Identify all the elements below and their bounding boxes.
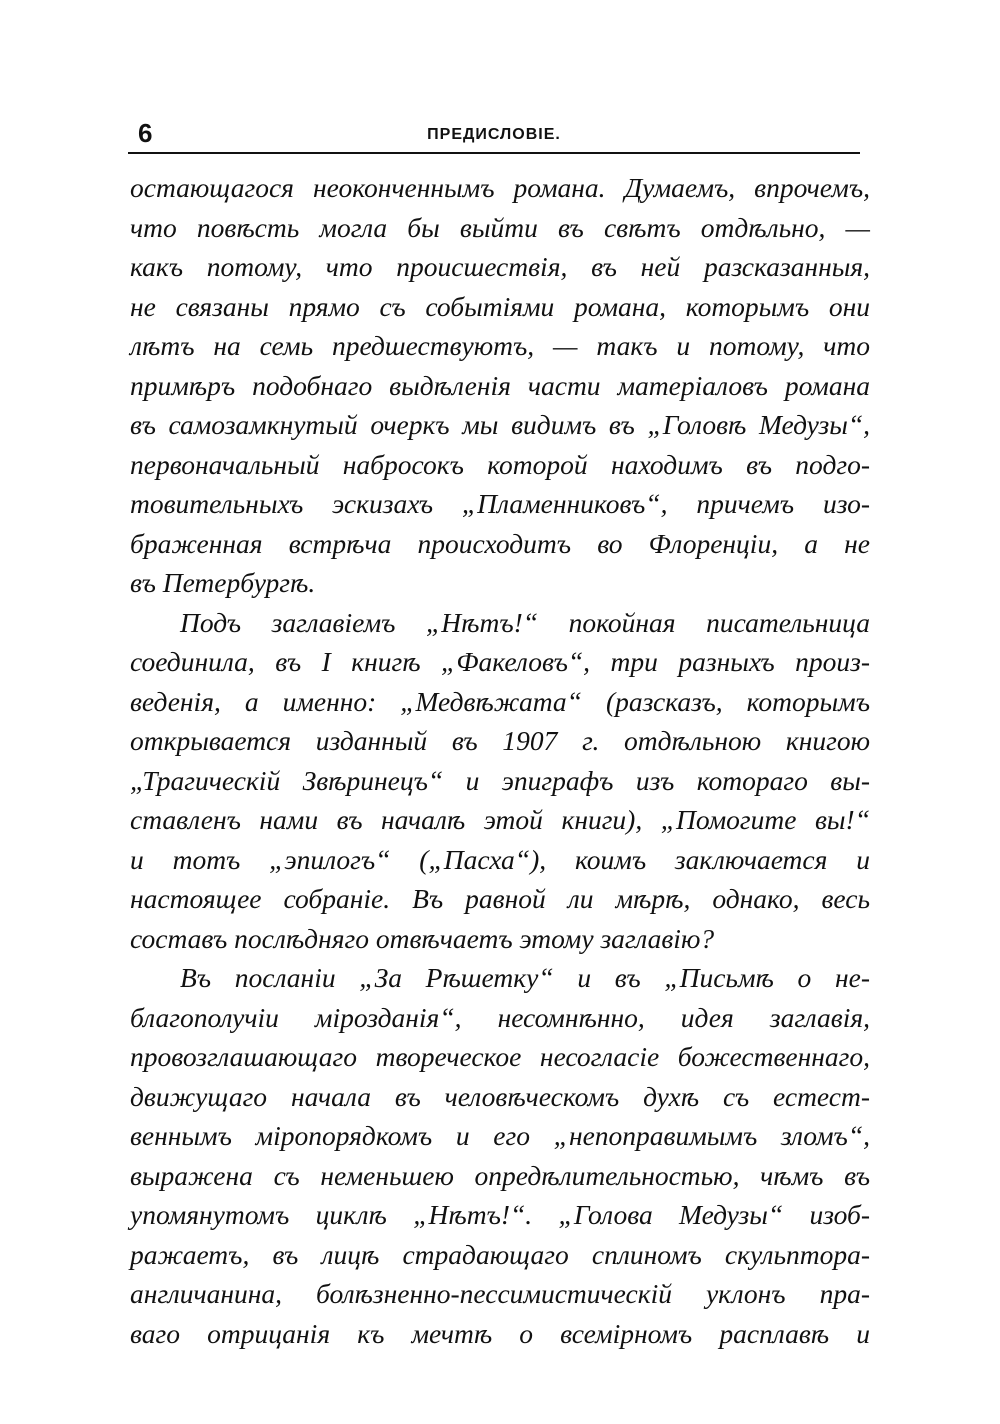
text-line: благополучіи мірозданія“, несомнѣнно, идея заглавія,	[130, 1001, 870, 1033]
text-line: первоначальный набросокъ которой находимъ въ подго-	[130, 448, 870, 480]
text-line: Подъ заглавіемъ „Нѣтъ!“ покойная писательница	[180, 606, 870, 638]
text-line: движущаго начала въ человѣческомъ духѣ съ естест-	[130, 1080, 870, 1112]
text-line: открывается изданный въ 1907 г. отдѣльною книгою	[130, 725, 870, 756]
text-line: браженная встрѣча происходитъ во Флоренціи, а не	[130, 527, 870, 559]
text-line: какъ потому, что происшествія, въ ней разсказанныя,	[130, 251, 870, 282]
text-line: веннымъ міропорядкомъ и его „непоправимымъ зломъ“,	[130, 1120, 870, 1151]
text-line: не связаны прямо съ событіями романа, которымъ они	[130, 290, 870, 322]
text-line: ваго отрицанія къ мечтѣ о всемірномъ расплавѣ и	[130, 1317, 870, 1349]
text-line: настоящее собраніе. Въ равной ли мѣрѣ, однако, весь	[130, 883, 870, 914]
running-head: ПРЕДИСЛОВІЕ.	[427, 126, 561, 143]
text-line: лѣтъ на семь предшествуютъ, — такъ и потому, что	[130, 330, 870, 361]
paragraph-3	[130, 958, 870, 1353]
page-number: 6	[138, 118, 153, 148]
body-text	[130, 168, 870, 1353]
text-line: „Трагическій Звѣринецъ“ и эпиграфъ изъ котораго вы-	[130, 764, 870, 796]
text-line: что повѣсть могла бы выйти въ свѣтъ отдѣльно, —	[130, 211, 870, 243]
paragraph-2	[130, 603, 870, 959]
text-line: веденія, а именно: „Медвѣжата“ (разсказъ, которымъ	[130, 685, 870, 717]
text-line: ставленъ нами въ началѣ этой книги), „Помогите вы!“	[130, 804, 870, 835]
text-line: упомянутомъ циклѣ „Нѣтъ!“. „Голова Медузы“ изоб-	[130, 1199, 870, 1230]
text-line: остающагося неоконченнымъ романа. Думаемъ, впрочемъ,	[130, 172, 870, 203]
page-header	[128, 116, 860, 154]
text-line: составъ послѣдняго отвѣчаетъ этому заглавію?	[130, 922, 715, 954]
text-line: выражена съ неменьшею опредѣлительностью, чѣмъ въ	[130, 1159, 870, 1191]
paragraph-1	[130, 168, 870, 603]
text-line: англичанина, болѣзненно-пессимистическій уклонъ пра-	[130, 1278, 870, 1309]
text-line: провозглашающаго твореческое несогласіе божественнаго,	[130, 1041, 870, 1072]
text-line: Въ посланіи „За Рѣшетку“ и въ „Письмѣ о не-	[180, 962, 870, 993]
text-line: въ самозамкнутый очеркъ мы видимъ въ „Головѣ Медузы“,	[130, 409, 870, 440]
text-line: ражаетъ, въ лицѣ страдающаго сплиномъ скульптора-	[130, 1238, 870, 1270]
text-line: примѣръ подобнаго выдѣленія части матеріаловъ романа	[130, 369, 870, 401]
text-line: въ Петербургѣ.	[130, 567, 316, 598]
text-line: товительныхъ эскизахъ „Пламенниковъ“, причемъ изо-	[130, 488, 870, 519]
text-line: соединила, въ I книгѣ „Факеловъ“, три разныхъ произ-	[130, 646, 870, 677]
text-line: и тотъ „эпилогъ“ („Пасха“), коимъ заключается и	[130, 843, 870, 875]
